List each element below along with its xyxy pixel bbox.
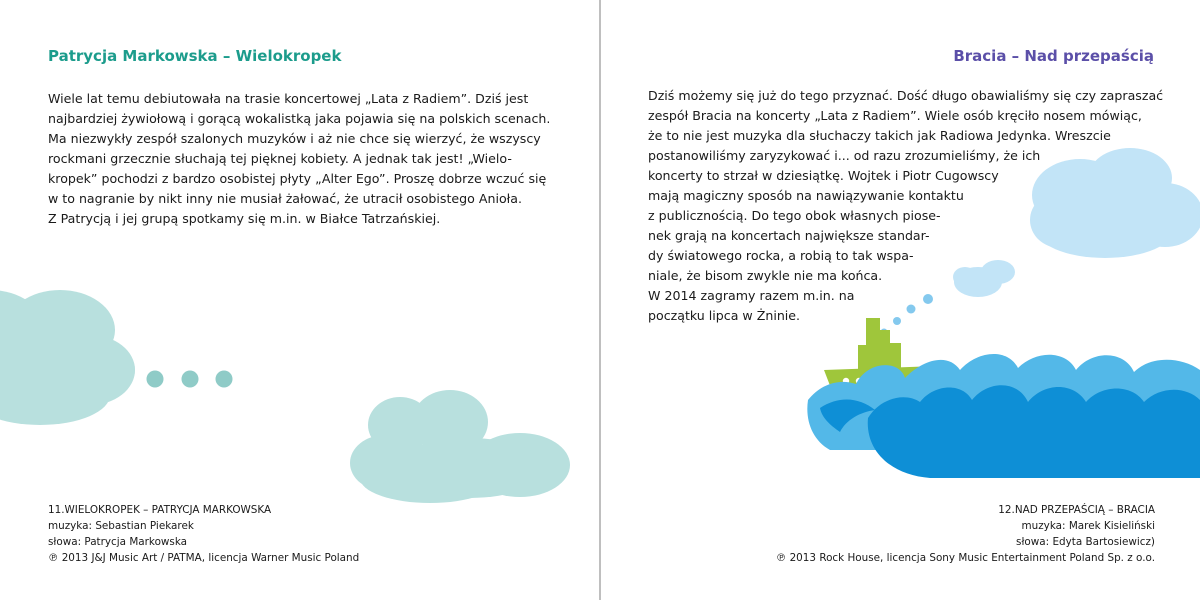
- right-song-title: Bracia – Nad przepaścią: [953, 47, 1154, 65]
- small-teal-cloud: [350, 390, 570, 503]
- copyright-line: ℗ 2013 J&J Music Art / PATMA, licencja Warner Music Poland: [48, 552, 360, 564]
- body-line: nek grają na koncertach największe standar-: [648, 228, 930, 243]
- thought-dots: [147, 371, 233, 388]
- lyrics-credit: słowa: Edyta Bartosiewicz): [1016, 536, 1155, 548]
- waves: [807, 354, 1200, 478]
- body-line: zespół Bracia na koncerty „Lata z Radiem”. Wiele osób kręciło nosem mówiąc,: [648, 108, 1142, 123]
- thought-dot: [182, 371, 199, 388]
- lyrics-credit: słowa: Patrycja Markowska: [48, 536, 188, 548]
- track-title: 11.WIELOKROPEK – PATRYCJA MARKOWSKA: [48, 504, 272, 516]
- body-line: kropek” pochodzi z bardzo osobistej płyty „Alter Ego”. Proszę dobrze wczuć się: [48, 171, 547, 186]
- body-line: najbardziej żywiołową i gorącą wokalistką jaka pojawia się na polskich scenach.: [48, 111, 551, 126]
- left-body-text: [48, 89, 553, 229]
- left-track-credits: [48, 502, 359, 566]
- track-title: 12.NAD PRZEPAŚCIĄ – BRACIA: [998, 504, 1155, 516]
- body-line: koncerty to strzał w dziesiątkę. Wojtek i Piotr Cugowscy: [648, 168, 999, 183]
- body-line: Ma niezwykły zespół szalonych muzyków i aż nie chce się wierzyć, że wszyscy: [48, 131, 541, 146]
- body-line: postanowiliśmy zaryzykować i... od razu zrozumieliśmy, że ich: [648, 148, 1041, 163]
- body-line: niale, że bisom zwykle nie ma końca.: [648, 268, 883, 283]
- body-line: w to nagranie by nikt inny nie musiał żałować, że utracił osobistego Anioła.: [48, 191, 522, 206]
- body-line: W 2014 zagramy razem m.in. na: [648, 288, 855, 303]
- music-credit: muzyka: Marek Kisieliński: [1021, 520, 1155, 532]
- thought-dot: [147, 371, 164, 388]
- right-page: [601, 0, 1200, 600]
- music-credit: muzyka: Sebastian Piekarek: [48, 520, 194, 532]
- left-song-title: Patrycja Markowska – Wielokropek: [48, 47, 342, 65]
- right-body-text: [648, 86, 1164, 326]
- body-line: z publicznością. Do tego obok własnych piose-: [648, 208, 941, 223]
- body-line: Dziś możemy się już do tego przyznać. Dość długo obawialiśmy się czy zapraszać: [648, 88, 1164, 103]
- thought-dot: [216, 371, 233, 388]
- big-teal-cloud: [0, 290, 135, 425]
- body-line: mają magiczny sposób na nawiązywanie kontaktu: [648, 188, 964, 203]
- body-line: początku lipca w Żninie.: [648, 308, 801, 323]
- body-line: Wiele lat temu debiutowała na trasie koncertowej „Lata z Radiem”. Dziś jest: [48, 91, 529, 106]
- body-line: rockmani grzecznie słuchają tej pięknej kobiety. A jednak tak jest! „Wielo-: [48, 151, 512, 166]
- copyright-line: ℗ 2013 Rock House, licencja Sony Music Entertainment Poland Sp. z o.o.: [775, 552, 1155, 564]
- right-track-credits: [776, 502, 1155, 566]
- body-line: dy światowego rocka, a robią to tak wspa-: [648, 248, 914, 263]
- body-line: Z Patrycją i jej grupą spotkamy się m.in. w Białce Tatrzańskiej.: [48, 211, 441, 226]
- body-line: że to nie jest muzyka dla słuchaczy takich jak Radiowa Jedynka. Wreszcie: [648, 128, 1111, 143]
